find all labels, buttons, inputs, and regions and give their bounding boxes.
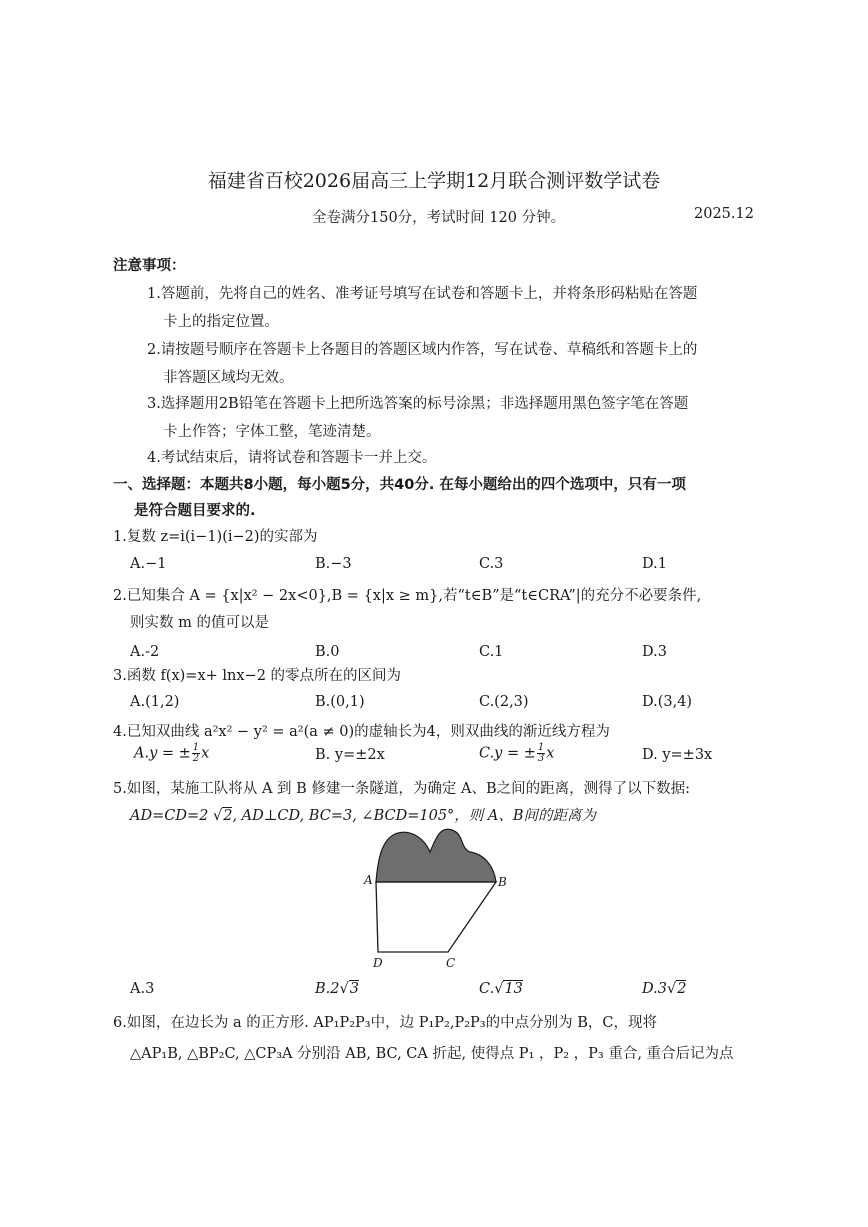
q1-option-b: B.−3: [315, 556, 352, 572]
question-5-stem: 5.如图，某施工队将从 A 到 B 修建一条隧道，为确定 A、B之间的距离，测得了以下数据:: [113, 781, 691, 797]
q5-option-c: C.√13: [479, 981, 523, 997]
q4-option-d: D. y=±3x: [642, 747, 713, 763]
q2-option-b: B.0: [315, 644, 340, 660]
mountain-shape: [376, 829, 496, 882]
point-label-b: B: [498, 875, 507, 889]
notice-heading: 注意事项：: [113, 258, 186, 274]
notice-item-4: 4.考试结束后，请将试卷和答题卡一并上交。: [147, 450, 437, 466]
notice-item-2-line-2: 非答题区域均无效。: [163, 370, 294, 386]
q4-option-c: C.y = ± $\frac{1}{3}$ x: [479, 742, 555, 764]
notice-item-2-line-1: 2.请按题号顺序在答题卡上各题目的答题区域内作答，写在试卷、草稿纸和答题卡上的: [147, 342, 698, 358]
point-label-d: D: [373, 956, 383, 970]
exam-date: 2025.12: [694, 206, 754, 222]
question-2-stem: 2.已知集合 A = {x|x² − 2x<0},B = {x|x ≥ m},若“t∈B”是“t∈CRA”|的充分不必要条件,: [113, 588, 702, 604]
question-1-stem: 1.复数 z=i(i−1)(i−2)的实部为: [113, 529, 318, 545]
q1-option-c: C.3: [479, 556, 504, 572]
q3-option-b: B.(0,1): [315, 694, 365, 710]
quadrilateral-abcd: [376, 882, 496, 952]
q5-option-a: A.3: [130, 981, 155, 997]
question-4-stem: 4.已知双曲线 a²x² − y² = a²(a ≠ 0)的虚轴长为4，则双曲线的渐近线方程为: [113, 724, 610, 740]
q4-option-b: B. y=±2x: [315, 747, 385, 763]
question-5-stem-cont: AD=CD=2 √2, AD⊥CD, BC=3, ∠BCD=105°，则 A、B间的距离为: [130, 808, 597, 824]
section-1-heading: 一、选择题：本题共8小题，每小题5分，共40分. 在每小题给出的四个选项中，只有一项: [113, 477, 686, 493]
exam-info: 全卷满分150分，考试时间 120 分钟。: [312, 210, 566, 226]
notice-item-1-line-1: 1.答题前，先将自己的姓名、准考证号填写在试卷和答题卡上，并将条形码粘贴在答题: [147, 286, 698, 302]
q5-option-d: D.3√2: [642, 981, 687, 997]
q3-option-d: D.(3,4): [642, 694, 693, 710]
notice-item-3-line-2: 卡上作答；字体工整，笔迹清楚。: [163, 424, 381, 440]
point-label-a: A: [364, 873, 373, 887]
q3-option-a: A.(1,2): [130, 694, 180, 710]
q3-option-c: C.(2,3): [479, 694, 529, 710]
point-label-c: C: [446, 956, 456, 970]
question-3-stem: 3.函数 f(x)=x+ lnx−2 的零点所在的区间为: [113, 668, 402, 684]
q5-option-b: B.2√3: [315, 981, 359, 997]
q2-option-a: A.-2: [130, 644, 160, 660]
q4-option-a: A.y = ± $\frac{1}{2}$ x: [134, 742, 210, 764]
q2-option-d: D.3: [642, 644, 667, 660]
page-title: 福建省百校2026届高三上学期12月联合测评数学试卷: [207, 170, 661, 192]
q1-option-d: D.1: [642, 556, 667, 572]
tunnel-figure: [360, 818, 520, 968]
question-2-stem-cont: 则实数 m 的值可以是: [130, 615, 269, 631]
notice-item-1-line-2: 卡上的指定位置。: [163, 314, 279, 330]
q2-option-c: C.1: [479, 644, 504, 660]
notice-item-3-line-1: 3.选择题用2B铅笔在答题卡上把所选答案的标号涂黑；非选择题用黑色签字笔在答题: [147, 396, 689, 412]
question-6-stem-cont: △AP₁B, △BP₂C, △CP₃A 分别沿 AB, BC, CA 折起, 使得点 P₁ ，P₂ ，P₃ 重合, 重合后记为点: [130, 1046, 734, 1062]
question-6-stem: 6.如图，在边长为 a 的正方形. AP₁P₂P₃中，边 P₁P₂,P₂P₃的中点分别为 B，C，现将: [113, 1015, 657, 1031]
section-1-heading-cont: 是符合题目要求的.: [134, 503, 256, 519]
q1-option-a: A.−1: [130, 556, 167, 572]
